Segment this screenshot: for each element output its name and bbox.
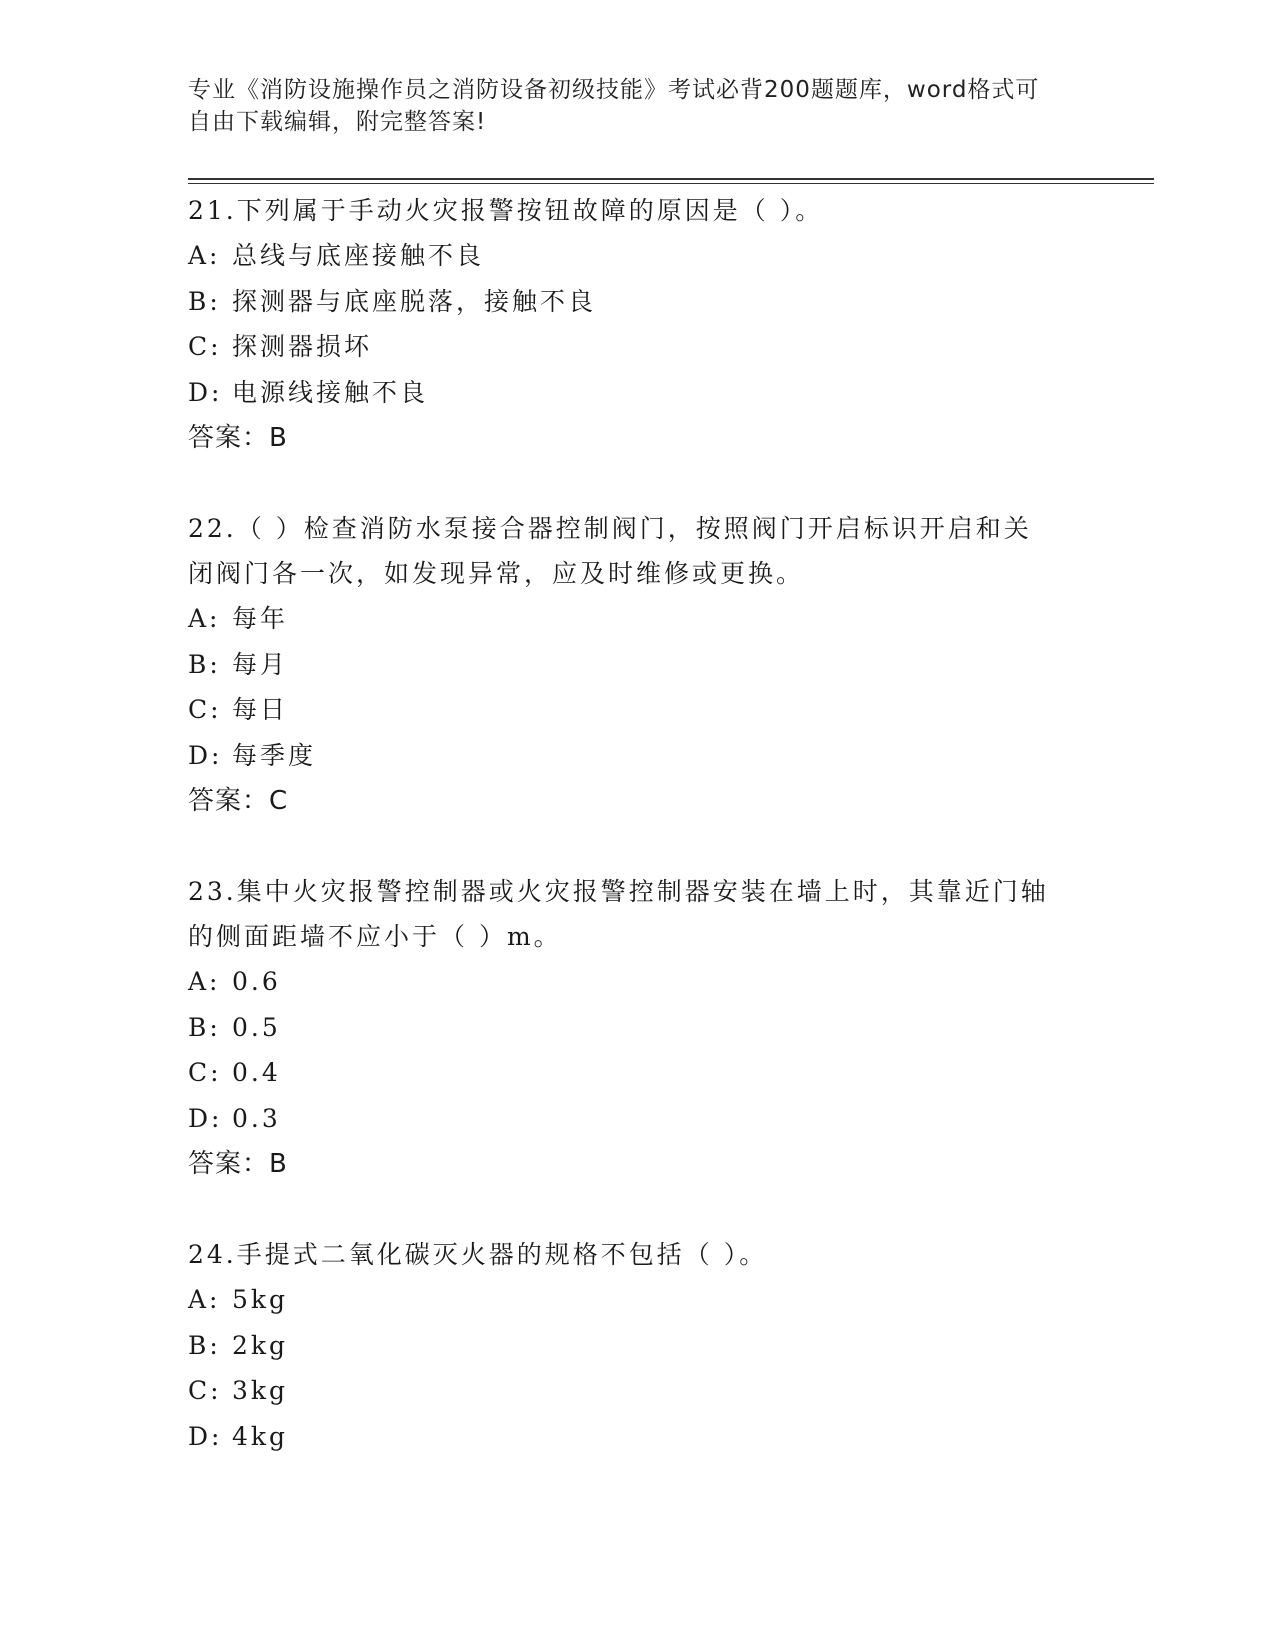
option-label: C: xyxy=(188,1058,222,1087)
option-label: B: xyxy=(188,649,221,679)
option-text: 0.6 xyxy=(232,967,281,996)
option-label: D: xyxy=(188,740,223,770)
option-a xyxy=(188,596,1088,642)
option-a xyxy=(188,959,1088,1005)
option-b xyxy=(188,1005,1088,1051)
option-a xyxy=(188,233,1088,279)
question-23 xyxy=(188,869,1088,1187)
question-stem-line-1: 22.（ ）检查消防水泵接合器控制阀门，按照阀门开启标识开启和关 xyxy=(188,514,1032,543)
header-line-1: 专业《消防设施操作员之消防设备初级技能》考试必背200题题库，word格式可 xyxy=(188,77,1040,103)
option-a xyxy=(188,1277,1088,1323)
option-b xyxy=(188,1323,1088,1369)
option-label: D: xyxy=(188,1103,223,1133)
header-divider-thick xyxy=(188,178,1154,180)
option-label: A: xyxy=(188,967,221,996)
option-b xyxy=(188,642,1088,688)
question-stem xyxy=(188,869,1088,959)
option-c xyxy=(188,687,1088,733)
option-text: 每日 xyxy=(232,695,289,724)
option-d xyxy=(188,1096,1088,1142)
option-b xyxy=(188,279,1088,325)
option-label: C: xyxy=(188,695,222,724)
question-stem-line-2: 的侧面距墙不应小于（ ）m。 xyxy=(188,922,562,951)
option-text: 每月 xyxy=(232,649,289,679)
option-label: A: xyxy=(188,1285,221,1314)
answer: 答案：B xyxy=(188,423,288,453)
document-header xyxy=(188,74,1068,138)
option-text: 探测器与底座脱落，接触不良 xyxy=(232,286,597,316)
question-24 xyxy=(188,1232,1088,1459)
question-22 xyxy=(188,506,1088,824)
question-stem-line-2: 闭阀门各一次，如发现异常，应及时维修或更换。 xyxy=(188,559,805,588)
question-21 xyxy=(188,188,1088,461)
option-label: D: xyxy=(188,377,223,407)
option-text: 每季度 xyxy=(232,740,317,770)
header-line-2: 自由下载编辑，附完整答案! xyxy=(188,109,487,135)
option-label: D: xyxy=(188,1421,223,1451)
option-label: A: xyxy=(188,241,221,270)
option-c xyxy=(188,1050,1088,1096)
option-text: 4kg xyxy=(232,1421,289,1451)
option-label: C: xyxy=(188,332,222,361)
question-stem-line-1: 23.集中火灾报警控制器或火灾报警控制器安装在墙上时，其靠近门轴 xyxy=(188,877,1049,906)
question-stem xyxy=(188,506,1088,596)
option-text: 探测器损坏 xyxy=(232,332,373,361)
option-d xyxy=(188,733,1088,779)
option-d xyxy=(188,1414,1088,1460)
option-c xyxy=(188,1368,1088,1414)
option-text: 0.5 xyxy=(232,1012,281,1042)
option-label: C: xyxy=(188,1376,222,1405)
header-divider-thin xyxy=(188,183,1154,184)
option-label: A: xyxy=(188,604,221,633)
option-c xyxy=(188,324,1088,370)
option-text: 每年 xyxy=(232,604,289,633)
question-stem: 24.手提式二氧化碳灭火器的规格不包括（ ）。 xyxy=(188,1240,768,1269)
option-label: B: xyxy=(188,1012,221,1042)
option-text: 3kg xyxy=(232,1376,289,1405)
option-text: 总线与底座接触不良 xyxy=(232,241,485,270)
option-label: B: xyxy=(188,1330,221,1360)
option-text: 电源线接触不良 xyxy=(232,377,429,407)
option-text: 5kg xyxy=(232,1285,289,1314)
question-stem: 21.下列属于手动火灾报警按钮故障的原因是（ ）。 xyxy=(188,196,824,225)
answer: 答案：C xyxy=(188,786,289,816)
option-label: B: xyxy=(188,286,221,316)
option-text: 0.4 xyxy=(232,1058,281,1087)
option-d xyxy=(188,370,1088,416)
option-text: 0.3 xyxy=(232,1103,281,1133)
option-text: 2kg xyxy=(232,1330,289,1360)
answer: 答案：B xyxy=(188,1149,288,1179)
